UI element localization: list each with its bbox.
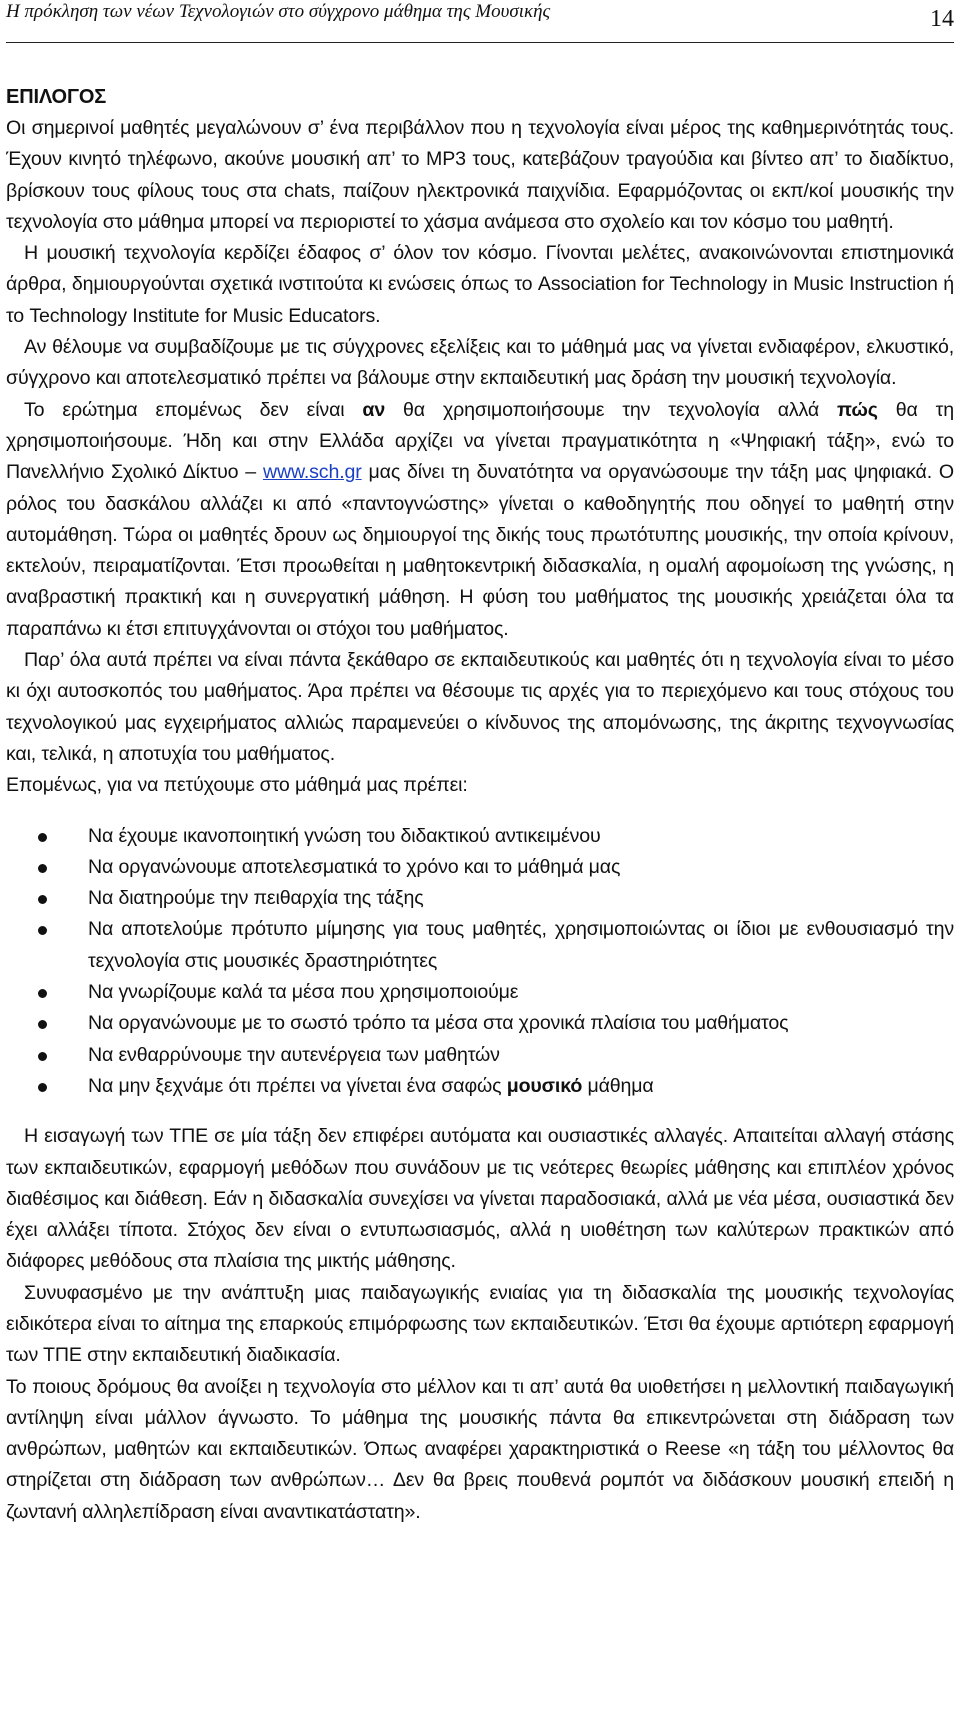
bullet-icon (38, 1020, 47, 1029)
paragraph-7: Η εισαγωγή των ΤΠΕ σε μία τάξη δεν επιφέρει αυτόματα και ουσιαστικές αλλαγές. Απαιτείται αλλαγή στάσης των εκπαιδευτικών, εφαρμογή μεθόδων που συνάδουν με τις νεότερες θεωρίες μάθησης και επιπλέον χρόνος διαθέσιμος και διάθεση. Εάν η διδασκαλία συνεχίσει να γίνεται παραδοσιακά, αλλά με νέα μέσα, ουσιαστικά δεν έχει αλλάξει τίποτα. Στόχος δεν είναι ο εντυπωσιασμός, αλλά η υιοθέτηση των καλύτερων πρακτικών από διάφορες μεθόδους στα πλαίσια της μικτής μάθησης. (6, 1125, 954, 1273)
requirements-list (6, 821, 954, 1103)
bullet-icon (38, 895, 47, 904)
bullet-icon (38, 833, 47, 842)
sch-gr-link[interactable]: www.sch.gr (262, 461, 362, 484)
bullet-icon (38, 1083, 47, 1092)
bullet-icon (38, 926, 47, 935)
paragraph-6: Επομένως, για να πετύχουμε στο μάθημά μας πρέπει: (6, 774, 468, 797)
bullet-icon (38, 989, 47, 998)
list-item: Να διατηρούμε την πειθαρχία της τάξης (6, 883, 954, 914)
page-header (6, 0, 954, 46)
list-item: Να γνωρίζουμε καλά τα μέσα που χρησιμοποιούμε (6, 977, 954, 1008)
paragraph-8: Συνυφασμένο με την ανάπτυξη μιας παιδαγωγικής ενιαίας για τη διδασκαλία της μουσικής τεχνολογίας ειδικότερα είναι το αίτημα της επαρκούς επιμόρφωσης των εκπαιδευτικών. Έτσι θα έχουμε αρτιότερη εφαρμογή των ΤΠΕ στην εκπαιδευτική διαδικασία. (6, 1281, 954, 1367)
bold-musical: μουσικό (506, 1074, 583, 1097)
p4-text-a: Το ερώτημα επομένως δεν είναι (24, 398, 363, 421)
running-title: Η πρόκληση των νέων Τεχνολογιών στο σύγχρονο μάθημα της Μουσικής (6, 1, 551, 22)
page-number: 14 (930, 6, 954, 32)
section-heading: ΕΠΙΛΟΓΟΣ (6, 86, 107, 108)
list-item: Να οργανώνουμε με το σωστό τρόπο τα μέσα στα χρονικά πλαίσια του μαθήματος (6, 1008, 954, 1039)
p4-bold-how: πώς (837, 398, 878, 421)
p4-text-b: θα χρησιμοποιήσουμε την τεχνολογία αλλά (385, 398, 838, 421)
paragraph-5: Παρ’ όλα αυτά πρέπει να είναι πάντα ξεκάθαρο σε εκπαιδευτικούς και μαθητές ότι η τεχνολογία είναι το μέσο κι όχι αυτοσκοπός του μαθήματος. Άρα πρέπει να θέσουμε τις αρχές για το περιεχόμενο και τους στόχους του τεχνολογικού μας εγχειρήματος αλλιώς παραμενεύει ο κίνδυνος της απομόνωσης, της άκριτης τεχνογνωσίας και, τελικά, η αποτυχία του μαθήματος. (6, 649, 954, 765)
p4-text-d: μας δίνει τη δυνατότητα να οργανώσουμε την τάξη μας ψηφιακά. Ο ρόλος του δασκάλου αλλάζει κι από «παντογνώστης» γίνεται ο καθοδηγητής που οδηγεί το μαθητή στην αυτομάθηση. Τώρα οι μαθητές δρουν ως δημιουργοί της δικής τους πρωτότυπης μουσικής, την οποία κρίνουν, εκτελούν, πειραματίζονται. Έτσι προωθείται η μαθητοκεντρική διδασκαλία, η ομαλή αφομοίωση της γνώσης, η αναβραστική πρακτική και η συνεργατική μάθηση. Η φύση του μαθήματος της μουσικής χρειάζεται όλα τα παραπάνω κι έτσι επιτυγχάνονται οι στόχοι του μαθήματος. (6, 461, 954, 640)
paragraph-9: Το ποιους δρόμους θα ανοίξει η τεχνολογία στο μέλλον και τι απ’ αυτά θα υιοθετήσει η μελλοντική παιδαγωγική αντίληψη είναι μάλλον άγνωστο. Το μάθημα της μουσικής πάντα θα επικεντρώνεται στη διάδραση των ανθρώπων, μαθητών και εκπαιδευτικών. Όπως αναφέρει χαρακτηριστικά ο Reese «η τάξη του μέλλοντος θα στηρίζεται στη διάδραση των ανθρώπων… Δεν θα βρεις πουθενά ρομπότ να διδάσκουν μουσική επειδή η ζωντανή αλληλεπίδραση είναι αναντικατάστατη». (6, 1375, 954, 1523)
paragraph-2: Η μουσική τεχνολογία κερδίζει έδαφος σ’ όλον τον κόσμο. Γίνονται μελέτες, ανακοινώνονται επιστημονικά άρθρα, δημιουργούνται σχετικά ινστιτούτα κι ενώσεις όπως το Association for Technology in Music Instruction ή το Technology Institute for Music Educators. (6, 242, 954, 327)
paragraph-1: Οι σημερινοί μαθητές μεγαλώνουν σ’ ένα περιβάλλον που η τεχνολογία είναι μέρος της καθημερινότητάς τους. Έχουν κινητό τηλέφωνο, ακούνε μουσική απ’ το MP3 τους, κατεβάζουν τραγούδια και βίντεο απ’ το διαδίκτυο, βρίσκουν τους φίλους τους στα chats, παίζουν ηλεκτρονικά παιχνίδια. Εφαρμόζοντας οι εκπ/κοί μουσικής την τεχνολογία στο μάθημα μπορεί να περιοριστεί το χάσμα ανάμεσα στο σχολείο και τον κόσμο του μαθητή. (6, 117, 954, 233)
header-rule (6, 42, 954, 43)
p4-text-c: θα τη χρησιμοποιήσουμε. Ήδη και στην Ελλάδα αρχίζει να γίνεται πραγματικότητα η «Ψηφιακή τάξη», ενώ το Πανελλήνιο Σχολικό Δίκτυο – (6, 398, 954, 484)
paragraph-3: Αν θέλουμε να συμβαδίζουμε με τις σύγχρονες εξελίξεις και το μάθημά μας να γίνεται ενδιαφέρον, ελκυστικό, σύγχρονο και αποτελεσματικό πρέπει να βάλουμε στην εκπαιδευτική μας δράση την μουσική τεχνολογία. (6, 336, 954, 390)
list-item: Να ενθαρρύνουμε την αυτενέργεια των μαθητών (6, 1040, 954, 1071)
bullet-icon (38, 1052, 47, 1061)
list-item: Να οργανώνουμε αποτελεσματικά το χρόνο και το μάθημά μας (6, 852, 954, 883)
list-item: Να μην ξεχνάμε ότι πρέπει να γίνεται ένα σαφώς μουσικό μάθημα (6, 1071, 954, 1102)
bullet-icon (38, 864, 47, 873)
document-body (6, 82, 954, 1528)
list-item: Να έχουμε ικανοποιητική γνώση του διδακτικού αντικειμένου (6, 821, 954, 852)
p4-bold-if: αν (362, 398, 386, 421)
list-item: Να αποτελούμε πρότυπο μίμησης για τους μαθητές, χρησιμοποιώντας οι ίδιοι με ενθουσιασμό την τεχνολογία στις μουσικές δραστηριότητες (6, 914, 954, 977)
paragraph-4 (6, 395, 954, 645)
